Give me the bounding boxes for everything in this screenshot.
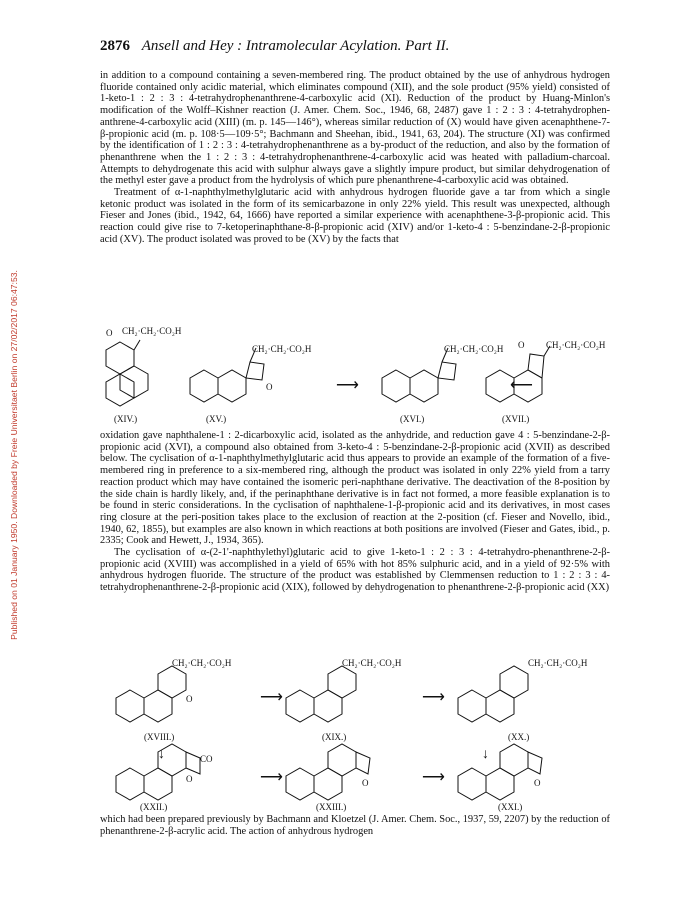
text-block-middle (100, 430, 610, 594)
label-xxi: (XXI.) (498, 802, 523, 812)
structure-xiv-oxygen: O (106, 328, 113, 338)
running-header (100, 38, 610, 55)
label-xxiii: (XXIII.) (316, 802, 347, 812)
structure-xvii-oxygen: O (518, 340, 525, 350)
scheme-2 (100, 654, 610, 812)
label-xviii: (XVIII.) (144, 732, 175, 742)
structure-xxiii (286, 744, 370, 812)
paragraph-1: in addition to a compound containing a seven-membered ring. The product obtained by the use of anhydrous hydrogen fluoride contained only acidic material, which eliminates compound (XII), and the sole product (95% yield) consisted of 1-keto-1 : 2 : 3 : 4-tetrahydrophenanthrene-4-carboxylic acid (XI). Reduction of the product by Huang-Minlon's modification of the Wolff–Kishner reaction (J. Amer. Chem. Soc., 1946, 68, 2487) gave 1 : 2 : 3 : 4-tetrahydrophen-anthrene-4-carboxylic acid (XIII) (m. p. 145—146°), whereas similar reduction of (X) would have given acenaphthene-7-β-propionic acid (m. p. 108·5—109·5°; Bachmann and Sheehan, ibid., 1941, 63, 204). The structure (XI) was confirmed by the identification of 1 : 2 : 3 : 4-tetrahydrophenanthrene as a by-product of the reduction, and also by the formation of phenanthrene when the 1 : 2 : 3 : 4-tetrahydrophenanthrene-4-carboxylic acid was heated with palladium-charcoal. Attempts to dehydrogenate this acid with sulphur always gave a slightly impure product, but similar dehydrogenation of the methyl ester gave a product from the hydrolysis of which pure phenanthrene-4-carboxylic acid was obtained. (100, 70, 610, 187)
structure-xxii-oxygen: O (186, 774, 193, 784)
paragraph-5: which had been prepared previously by Bachmann and Kloetzel (J. Amer. Chem. Soc., 1937, 59, 2207) by the reduction of phenanthrene-2-β-acrylic acid. The action of anhydrous hydrogen (100, 814, 610, 837)
paragraph-4: The cyclisation of α-(2-1'-naphthylethyl)glutaric acid to give 1-keto-1 : 2 : 3 : 4-tetrahydro-phenanthrene-2-β-propionic acid (XVIII) was accomplished in a yield of 65% with hot 85% sulphuric acid, and in a yield of 92·5% with anhydrous hydrogen fluoride. The structure of the product was established by Clemmensen reduction to 1 : 2 : 3 : 4-tetrahydrophenanthrene-2-β-propionic acid (XIX), followed by dehydrogenation to phenanthrene-2-β-propionic acid (XX) (100, 547, 610, 594)
paragraph-2: Treatment of α-1-naphthylmethylglutaric acid with anhydrous hydrogen fluoride gave a tar from which a single ketonic product was isolated in the form of its semicarbazone in only 22% yield. This result was unexpected, although Fieser and Jones (ibid., 1942, 64, 1666) have reported a similar experience with acenaphthene-3-β-propionic acid. This reaction could give rise to 7-ketoperinaphthane-8-β-propionic acid (XIV) and/or 1-keto-4 : 5-benzindane-2-β-propionic acid (XV). The product isolated was proved to be (XV) by the facts that (100, 187, 610, 245)
arrow-to-xx: ⟶ (422, 689, 445, 706)
structure-xvi-side-chain: CH₂·CH₂·CO₂H (444, 344, 504, 354)
label-xiv: (XIV.) (114, 414, 138, 424)
download-watermark (4, 150, 18, 770)
arrow-to-xvi: ⟶ (336, 377, 359, 394)
structure-xiv-side-chain: CH₂·CH₂·CO₂H (122, 326, 182, 336)
structure-xviii-side-chain: CH₂·CH₂·CO₂H (172, 658, 232, 668)
running-title: Ansell and Hey : Intramolecular Acylation. Part II. (141, 38, 450, 54)
structure-xxi-oxygen: O (534, 778, 541, 788)
structure-xv (190, 344, 312, 424)
structure-xix (286, 658, 402, 742)
text-block-top (100, 70, 610, 246)
structure-xiv (106, 326, 182, 424)
structure-xvii (486, 340, 606, 424)
arrow-to-xxi: ⟶ (422, 769, 445, 786)
structure-xx (458, 658, 588, 742)
arrow-to-xxiii: ⟶ (260, 769, 283, 786)
structure-xv-oxygen: O (266, 382, 273, 392)
structure-xviii (116, 658, 232, 742)
structure-xv-side-chain: CH₂·CH₂·CO₂H (252, 344, 312, 354)
download-notice: Published on 01 January 1950. Downloaded by Freie Universitaet Berlin on 27/02/2017 06:47:53. (9, 270, 19, 640)
page-number: 2876 (100, 38, 130, 54)
structure-xvii-side-chain: CH₂·CH₂·CO₂H (546, 340, 606, 350)
arrow-down-right: ↓ (482, 747, 489, 762)
label-xxii: (XXII.) (140, 802, 168, 812)
label-xx: (XX.) (508, 732, 530, 742)
arrow-to-xix: ⟶ (260, 689, 283, 706)
structure-xxi (458, 744, 542, 812)
paragraph-3: oxidation gave naphthalene-1 : 2-dicarboxylic acid, isolated as the anhydride, and reduction gave 4 : 5-benzindane-2-β-propionic acid (XVI), a compound also obtained from 3-keto-4 : 5-benzindane-2-β-propionic acid (XVII) as described below. The cyclisation of α-1-naphthylmethylglutaric acid thus appears to provide an example of the formation of a five-membered ring in preference to a six-membered ring, although the product was isolated in only 22% yield from a tarry reaction product which may have contained the isomeric peri-naphthane derivative. The deactivation of the 8-position by the side chain is hardly likely, and, if the perinaphthane derivative is in fact not formed, a more feasible explanation is to be found in steric considerations. In the cyclisation of naphthalene-1-β-propionic acid and its derivatives, in most cases ring closure at the peri-position takes place to the exclusion of reaction at the 2-position (cf. Fieser and Novello, ibid., 1940, 62, 1855), but examples are also known in which reactions at both positions are involved (Fieser and Gates, ibid., p. 2335; Cook and Hewett, J., 1934, 365). (100, 430, 610, 547)
structure-xviii-oxygen: O (186, 694, 193, 704)
arrow-down-left: ↓ (158, 747, 165, 762)
scheme-1 (100, 324, 610, 432)
label-xix: (XIX.) (322, 732, 347, 742)
text-block-bottom (100, 814, 610, 837)
arrow-from-xvii: ⟵ (510, 377, 533, 394)
structure-xix-side-chain: CH₂·CH₂·CO₂H (342, 658, 402, 668)
label-xvi: (XVI.) (400, 414, 425, 424)
structure-xx-side-chain: CH₂·CH₂·CO₂H (528, 658, 588, 668)
label-xvii: (XVII.) (502, 414, 530, 424)
label-xv: (XV.) (206, 414, 227, 424)
structure-xxiii-oxygen: O (362, 778, 369, 788)
structure-xxii-carbonyl: CO (200, 754, 213, 764)
